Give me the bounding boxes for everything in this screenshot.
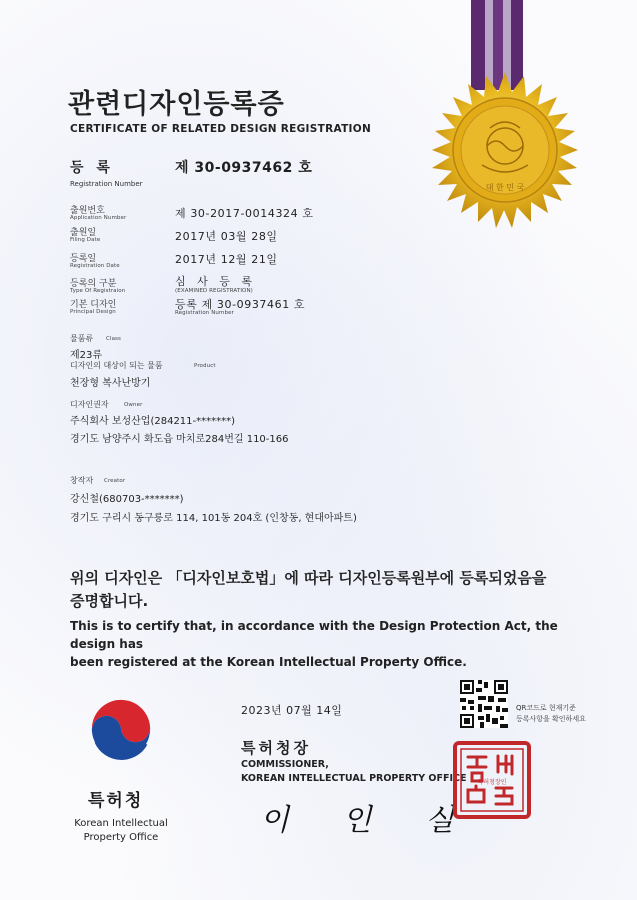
certification-en-line-2: been registered at the Korean Intellectual Property Office. — [70, 655, 467, 669]
creator-label-en: Creator — [104, 478, 126, 484]
page-subtitle: CERTIFICATE OF RELATED DESIGN REGISTRATION — [70, 123, 372, 135]
gold-seal-emblem — [420, 70, 590, 240]
creator-name: 강신철(680703-*******) — [70, 494, 184, 505]
creator-label: 창작자 — [70, 476, 94, 485]
commissioner-title: 특허청장 — [241, 739, 311, 757]
class-value: 제23류 — [70, 350, 103, 361]
principal-design: 등록 제 30-0937461 호 — [175, 298, 306, 311]
principal-design-label: 기본 디자인 — [70, 300, 117, 310]
application-number-label-en: Application Number — [70, 215, 127, 221]
application-number: 제 30-2017-0014324 호 — [175, 207, 314, 220]
class-label: 물품류 — [70, 334, 94, 343]
certification-line-1: 위의 디자인은 「디자인보호법」에 따라 디자인등록원부에 등록되었음을 — [70, 569, 547, 587]
gold-seal-text: 대 한 민 국 — [485, 183, 525, 192]
page-title: 관련디자인등록증 — [68, 89, 285, 120]
owner-name: 주식회사 보성산업(284211-*******) — [70, 416, 236, 427]
agency-name: 특허청 — [88, 791, 144, 811]
certification-text-en — [70, 617, 600, 671]
red-seal-text: 특허청장인 — [477, 779, 507, 786]
qr-note-line-1: QR코드로 현재기준 — [516, 704, 576, 712]
qr-note — [516, 703, 586, 725]
owner-label-en: Owner — [124, 402, 143, 408]
registration-type: 심 사 등 록 — [175, 275, 256, 288]
official-red-seal — [452, 740, 532, 820]
issue-date: 2023년 07월 14일 — [241, 704, 343, 717]
registration-type-label-en: Type Of Registraion — [70, 288, 126, 294]
owner-address: 경기도 남양주시 화도읍 마치로284번길 110-166 — [70, 434, 289, 445]
commissioner-title-en-2: KOREAN INTELLECTUAL PROPERTY OFFICE — [241, 773, 467, 784]
registration-date-label-en: Registration Date — [70, 263, 120, 269]
agency-name-en-2: Property Office — [83, 832, 159, 843]
registration-date: 2017년 12월 21일 — [175, 253, 278, 266]
application-number-label: 출원번호 — [70, 206, 105, 216]
qr-code-icon[interactable] — [460, 680, 508, 728]
commissioner-signature: 이 인 실 — [260, 803, 477, 838]
commissioner-title-en-1: COMMISSIONER, — [241, 759, 329, 770]
certification-text-ko — [70, 567, 590, 613]
article-label: 디자인의 대상이 되는 물품 — [70, 361, 163, 370]
registration-number: 제 30-0937462 호 — [175, 160, 313, 176]
registration-label-en: Registration Number — [70, 180, 143, 188]
article-value: 천장형 복사난방기 — [70, 378, 151, 389]
certification-en-line-1: This is to certify that, in accordance with the Design Protection Act, the design has — [70, 619, 558, 651]
filing-date-label: 출원일 — [70, 228, 97, 238]
registration-type-label: 등록의 구분 — [70, 279, 117, 289]
registration-type-en: (EXAMINED REGISTRATION) — [175, 288, 253, 294]
agency-name-en-1: Korean Intellectual — [74, 818, 168, 829]
principal-design-label-en: Principal Design — [70, 309, 116, 315]
filing-date: 2017년 03월 28일 — [175, 230, 278, 243]
filing-date-label-en: Filing Date — [70, 237, 101, 243]
kipo-taegeuk-logo — [84, 692, 158, 766]
principal-design-sub: Registration Number — [175, 310, 234, 316]
article-label-en: Product — [194, 363, 216, 369]
certification-line-2: 증명합니다. — [70, 592, 149, 610]
registration-label: 등 록 — [70, 160, 114, 176]
class-label-en: Class — [106, 336, 121, 342]
qr-note-line-2: 등록사항을 확인하세요 — [516, 715, 586, 723]
owner-label: 디자인권자 — [70, 400, 109, 409]
registration-date-label: 등록일 — [70, 254, 97, 264]
creator-address: 경기도 구리시 동구릉로 114, 101동 204호 (인창동, 현대아파트) — [70, 513, 357, 524]
